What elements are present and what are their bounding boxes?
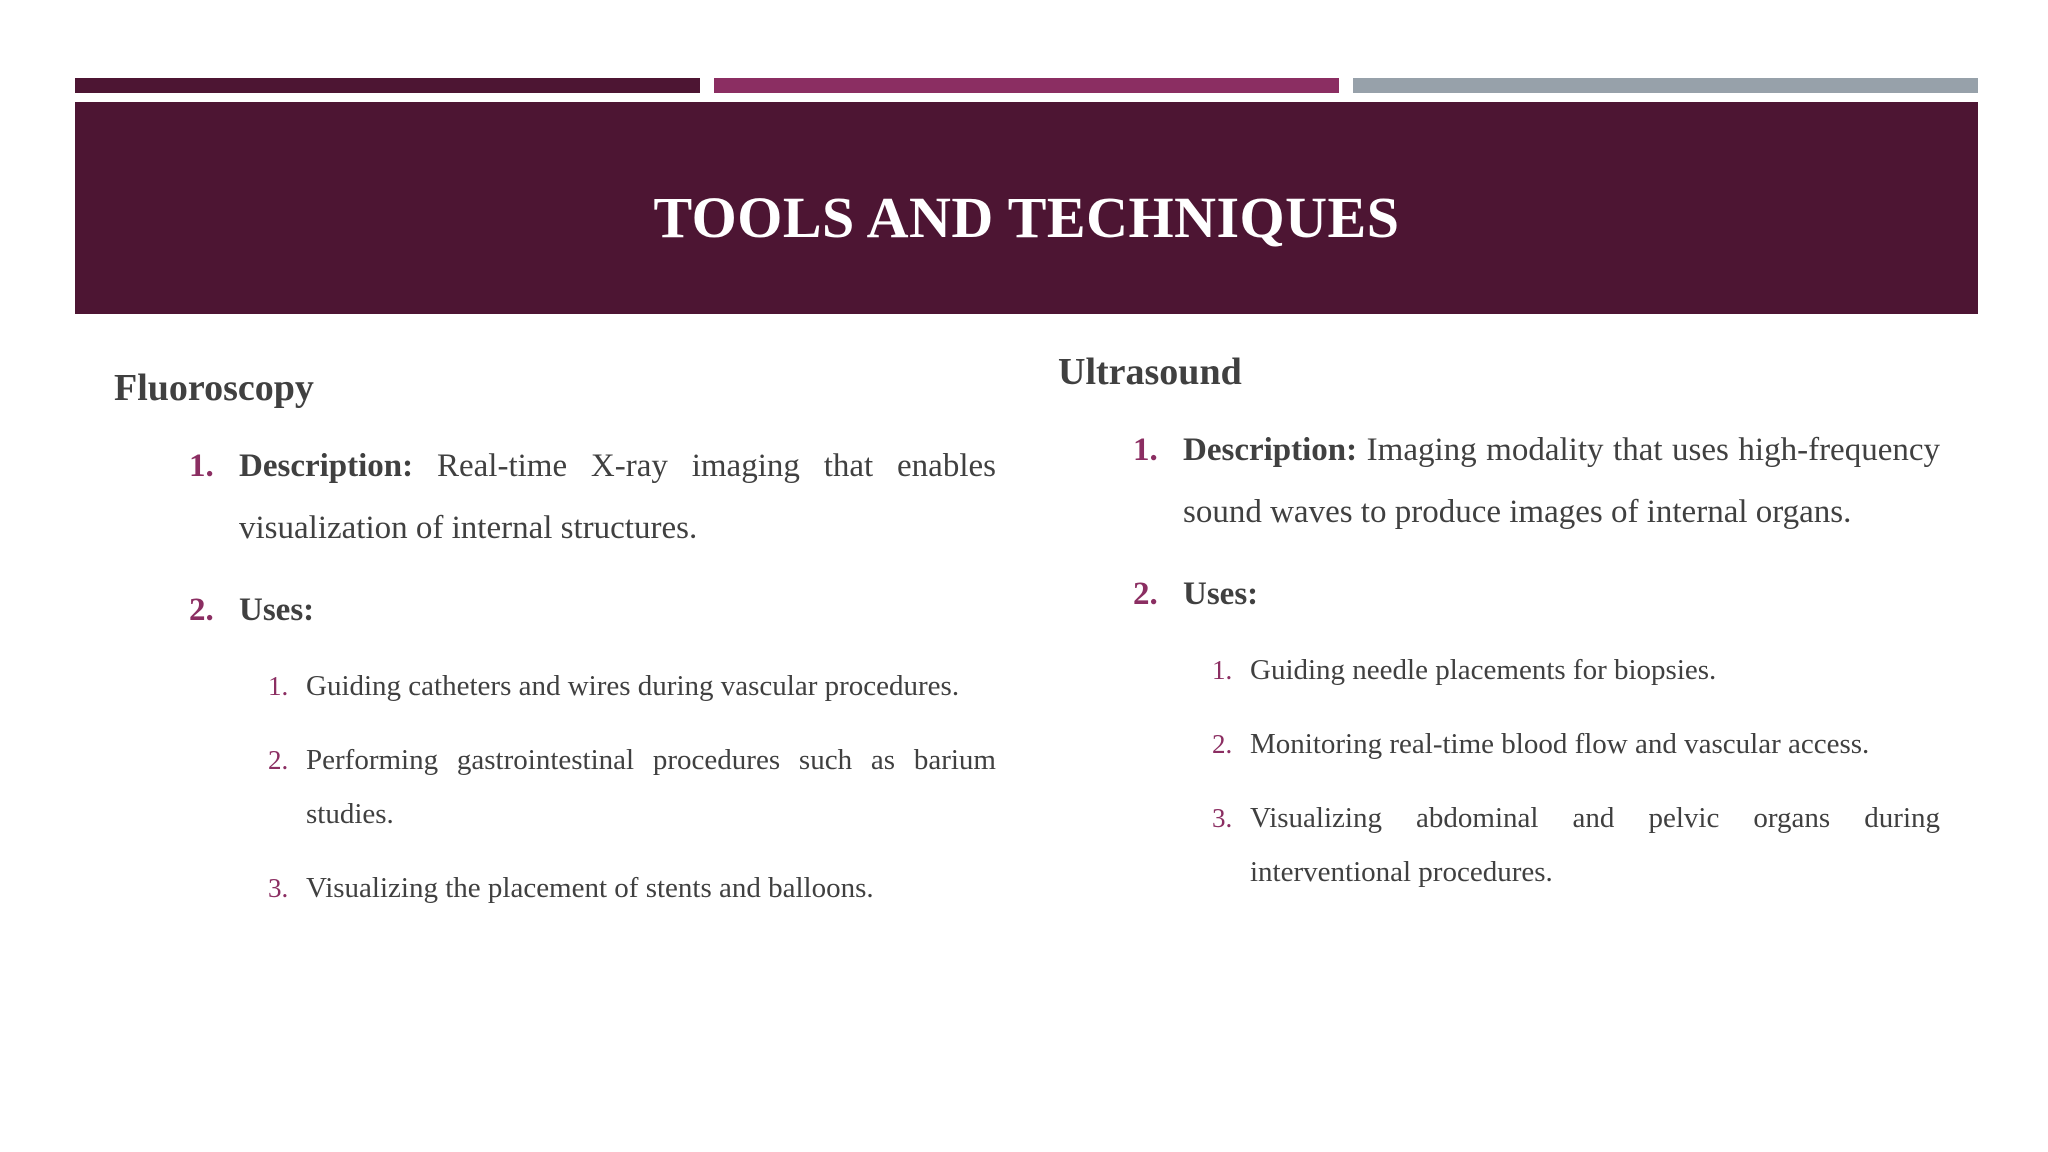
use-text: Visualizing abdominal and pelvic organs during interventional procedures. xyxy=(1250,802,1940,889)
list-number: 1. xyxy=(1133,432,1158,469)
list-number: 2. xyxy=(1212,729,1233,760)
list-number: 3. xyxy=(268,873,289,904)
ultrasound-list xyxy=(1058,419,1940,899)
title-band xyxy=(75,102,1978,314)
list-item xyxy=(268,733,996,841)
list-item xyxy=(1133,563,1940,899)
slide-title: TOOLS AND TECHNIQUES xyxy=(653,185,1400,250)
fluoroscopy-list xyxy=(114,435,996,915)
use-text: Guiding needle placements for biopsies. xyxy=(1250,654,1717,687)
list-number: 2. xyxy=(268,745,289,776)
fluoroscopy-column xyxy=(114,364,996,915)
list-item xyxy=(1212,717,1940,771)
list-number: 1. xyxy=(1212,655,1233,686)
uses-label: Uses: xyxy=(1183,576,1259,613)
ultrasound-heading: Ultrasound xyxy=(1058,351,1242,393)
list-item xyxy=(189,435,996,559)
description-label: Description: xyxy=(1183,432,1358,469)
fluoroscopy-uses-list xyxy=(239,659,996,915)
list-item xyxy=(1212,791,1940,899)
use-text: Monitoring real-time blood flow and vascular access. xyxy=(1250,728,1870,761)
accent-bar-magenta xyxy=(714,78,1339,93)
list-number: 2. xyxy=(189,592,214,629)
use-text: Guiding catheters and wires during vascular procedures. xyxy=(306,670,960,703)
list-number: 1. xyxy=(268,671,289,702)
description-text: Real-time X-ray imaging that enables visualization of internal structures. xyxy=(239,448,996,547)
accent-bar-gray xyxy=(1353,78,1978,93)
description-label: Description: xyxy=(239,448,414,485)
fluoroscopy-heading: Fluoroscopy xyxy=(114,367,314,409)
list-item xyxy=(1212,643,1940,697)
list-number: 2. xyxy=(1133,576,1158,613)
list-number: 3. xyxy=(1212,803,1233,834)
ultrasound-uses-list xyxy=(1183,643,1940,899)
uses-label: Uses: xyxy=(239,592,315,629)
list-item xyxy=(189,579,996,915)
list-item xyxy=(268,861,996,915)
list-item xyxy=(1133,419,1940,543)
use-text: Visualizing the placement of stents and balloons. xyxy=(306,872,874,905)
description-text: Imaging modality that uses high-frequency sound waves to produce images of internal organs. xyxy=(1183,432,1940,531)
use-text: Performing gastrointestinal procedures such as barium studies. xyxy=(306,744,996,831)
ultrasound-column xyxy=(1058,348,1940,899)
accent-bar-dark xyxy=(75,78,700,93)
list-item xyxy=(268,659,996,713)
list-number: 1. xyxy=(189,448,214,485)
